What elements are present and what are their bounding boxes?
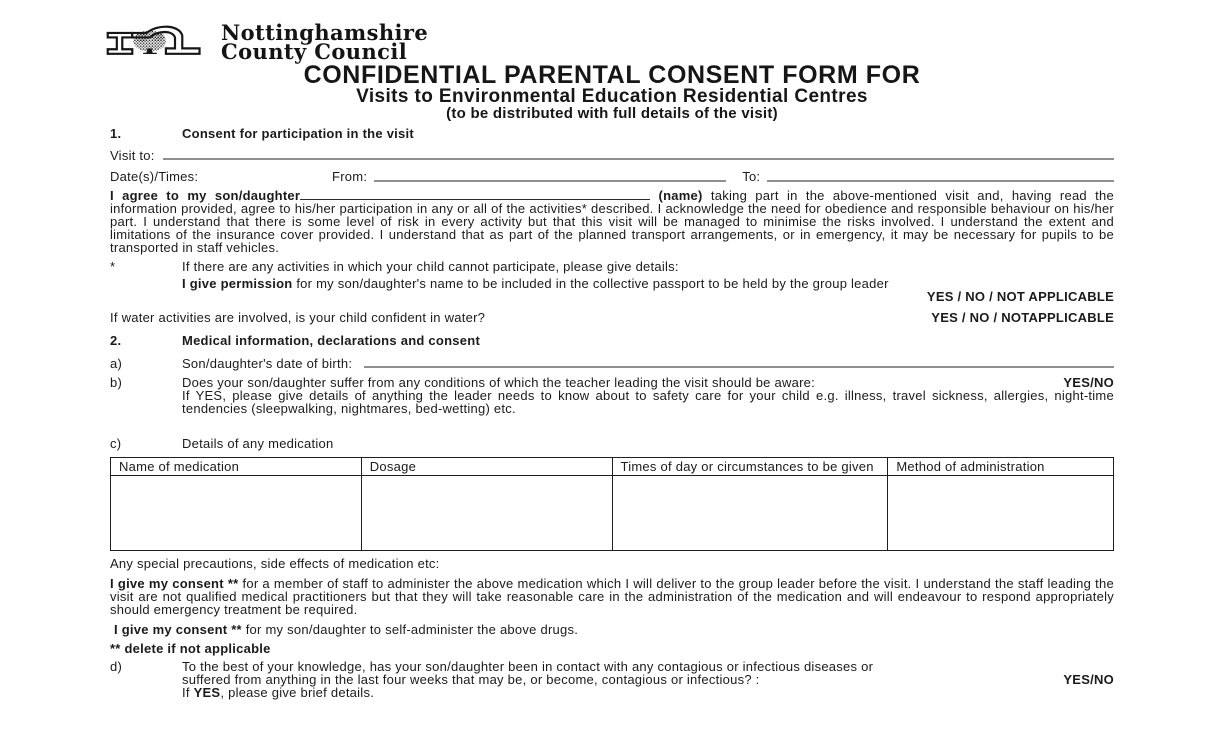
name-caption-bold: (name) (658, 187, 703, 203)
from-blank-line (374, 180, 726, 182)
item-c-label: c) (110, 436, 122, 452)
item-d-options: YES/NO (1063, 672, 1114, 688)
item-d-question-line1: To the best of your knowledge, has your son/daughter been in contact with any contagious or infectious diseases or (182, 659, 874, 675)
consent-staff-body-text: for a member of staff to administer the above medication which I will deliver to the group leader before the visit. I understand the staff leading the visit are not qualified medical practitioners but that they will take reasonable care in the administration of the medication and will endeavour to respond appropriately should emergency treatment be required. (110, 576, 1114, 618)
tree-icon (133, 31, 166, 54)
asterisk-marker: * (110, 258, 116, 274)
section2-number: 2. (110, 333, 122, 349)
medication-table-header-row (111, 457, 1114, 475)
passport-permission-options: YES / NO / NOT APPLICABLE (926, 289, 1114, 305)
water-question-text: If water activities are involved, is your child confident in water? (110, 310, 486, 326)
consent-staff-paragraph (110, 577, 1114, 617)
item-b-options: YES/NO (1063, 374, 1114, 390)
activities-note-text: If there are any activities in which your child cannot participate, please give details: (182, 258, 679, 274)
cell-medication-name (111, 475, 362, 550)
council-name (221, 20, 429, 64)
item-a-row (110, 357, 1114, 370)
form-title: CONFIDENTIAL PARENTAL CONSENT FORM FOR (303, 61, 921, 89)
to-label: To: (742, 169, 761, 185)
medication-table (110, 457, 1114, 551)
item-b-question-text: Does your son/daughter suffer from any conditions of which the teacher leading the visit should be aware: (182, 374, 816, 390)
agreement-paragraph (110, 189, 1114, 255)
dates-times-row (110, 170, 1114, 183)
cell-times (612, 475, 888, 550)
col-header-dosage: Dosage (361, 457, 612, 475)
permission-body-text: for my son/daughter's name to be included in the collective passport to be held by the group leader (292, 275, 889, 291)
item-c-row (110, 437, 1114, 450)
council-name-line1: Nottinghamshire (221, 20, 429, 45)
dates-times-label: Date(s)/Times: (110, 169, 199, 185)
council-name-line2: County Council (221, 39, 408, 64)
water-options: YES / NO / NOTAPPLICABLE (931, 310, 1114, 326)
visit-to-row (110, 149, 1114, 162)
dob-blank-line (364, 366, 1114, 368)
visit-to-blank-line (163, 158, 1114, 160)
permission-lead-bold: I give permission (182, 275, 293, 291)
to-blank-line (767, 180, 1114, 182)
item-a-label: a) (110, 355, 123, 371)
consent-self-paragraph (110, 623, 1114, 636)
section2-heading-text: Medical information, declarations and consent (182, 333, 481, 349)
item-c-text: Details of any medication (182, 436, 334, 452)
cell-method (888, 475, 1114, 550)
item-d-yes-bold: YES (193, 685, 221, 701)
precautions-label: Any special precautions, side effects of medication etc: (110, 555, 440, 571)
masthead (104, 22, 1114, 62)
col-header-method: Method of administration (888, 457, 1114, 475)
council-logo-icon (104, 22, 206, 62)
section1-heading-text: Consent for participation in the visit (182, 126, 414, 141)
item-d-details-line: If YES, please give brief details. (182, 685, 375, 701)
medication-table-empty-row (111, 475, 1114, 550)
activities-note-row (110, 260, 1114, 273)
section1-number: 1. (110, 126, 122, 141)
water-question-row (110, 311, 1114, 324)
dob-label: Son/daughter's date of birth: (182, 355, 353, 371)
cell-dosage (361, 475, 612, 550)
col-header-times: Times of day or circumstances to be given (612, 457, 888, 475)
consent-self-body-text: for my son/daughter to self-administer the above drugs. (241, 621, 579, 637)
from-label: From: (332, 169, 368, 185)
consent-staff-lead-bold: I give my consent ** (110, 576, 239, 592)
item-b-block (110, 376, 1114, 416)
section1-heading (110, 127, 1114, 140)
item-b-details-prompt: If YES, please give details of anything the leader needs to know about to safety care for your child e.g. illness, travel sickness, allergies, night-time tendencies (sleepwalking, nightmares, bed-wetting) etc. (182, 388, 1114, 417)
item-d-question-line2: suffered from anything in the last four weeks that may be, or become, contagious or infectious? : (182, 672, 760, 688)
item-b-label: b) (110, 374, 123, 390)
col-header-medication-name: Name of medication (111, 457, 362, 475)
consent-self-lead-bold: I give my consent ** (114, 621, 242, 637)
item-d-label: d) (110, 659, 123, 675)
visit-to-label: Visit to: (110, 148, 155, 164)
passport-permission-block (110, 277, 1114, 303)
item-d-block (110, 660, 1114, 700)
distribution-note: (to be distributed with full details of the visit) (446, 105, 778, 122)
form-subtitle: Visits to Environmental Education Residential Centres (356, 86, 868, 107)
agreement-body-text: taking part in the above-mentioned visit and, having read the information provided, agree to his/her participation in any or all of the activities* described. I acknowledge the need for obedience and responsible behaviour on his/her part. I understand that there is some level of risk in every activity but that this visit will be managed to minimise the risks involved. I understand the extent and limitations of the insurance cover provided. I understand that as part of the planned transport arrangements, or in emergency, it may be necessary for pupils to be transported in staff vehicles. (110, 187, 1114, 256)
delete-note: ** delete if not applicable (110, 640, 271, 656)
agreement-lead-bold: I agree to my son/daughter (110, 187, 301, 203)
section2-heading (110, 334, 1114, 347)
name-blank-line (300, 189, 650, 200)
